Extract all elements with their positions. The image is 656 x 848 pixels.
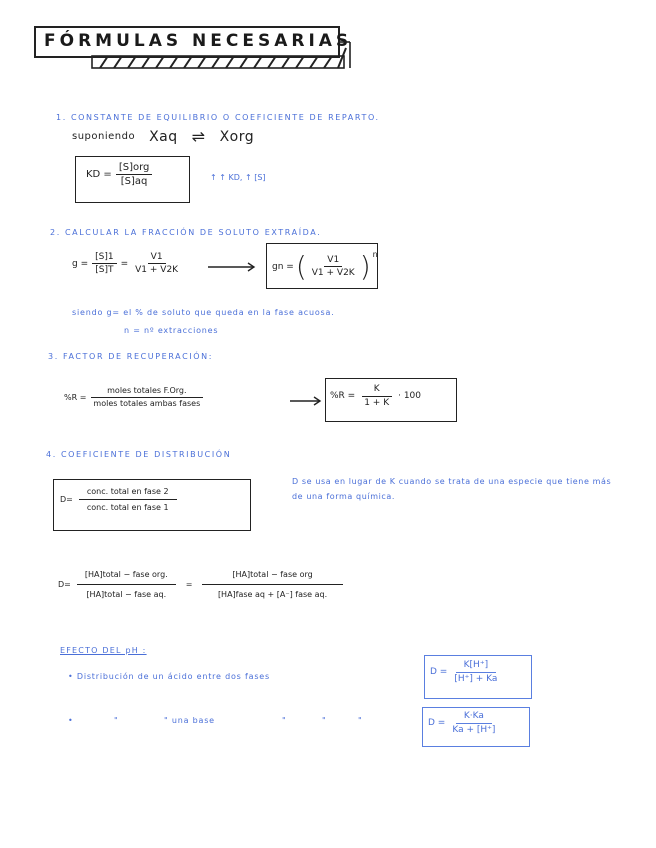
g-lhs: g = — [72, 258, 89, 269]
ditto-una-base: " una base — [164, 716, 215, 725]
close-paren: ) — [359, 250, 371, 283]
gn-denominator: V1 + V2K — [311, 268, 355, 278]
x-aq: Xaq — [149, 128, 178, 145]
v-denominator: V1 + V2K — [135, 265, 179, 275]
kd-lhs: KD = — [86, 169, 112, 180]
base-d-numerator: K·Ka — [456, 711, 492, 724]
r-numerator: moles totales F.Org. — [91, 386, 202, 398]
suponiendo-text: suponiendo — [72, 131, 136, 142]
section-3-heading: 3. FACTOR DE RECUPERACIÓN: — [48, 352, 214, 361]
gn-numerator: V1 — [324, 255, 342, 267]
ditto-mark-4: " — [358, 716, 363, 725]
section-4-heading: 4. COEFICIENTE DE DISTRIBUCIÓN — [46, 450, 232, 459]
r-denominator: moles totales ambas fases — [93, 399, 201, 408]
d2-formula — [58, 570, 343, 599]
arrow-icon — [208, 262, 258, 272]
d3-denominator: [HA]fase aq + [A⁻] fase aq. — [217, 590, 328, 599]
d2-equals: = — [185, 580, 193, 589]
g-note: siendo g= el % de soluto que queda en la fase acuosa. — [72, 308, 335, 317]
gn-formula — [272, 250, 378, 283]
base-d-fraction — [449, 711, 498, 735]
gn-exponent: n — [372, 250, 378, 259]
r2-denominator: 1 + K — [364, 398, 390, 408]
d-numerator: conc. total en fase 2 — [79, 487, 177, 500]
d2-denominator: [HA]total − fase aq. — [86, 590, 167, 599]
page-title: FÓRMULAS NECESARIAS — [44, 31, 353, 51]
n-note: n = nº extracciones — [124, 326, 219, 335]
d-formula — [60, 487, 177, 512]
section-1-heading: 1. CONSTANTE DE EQUILIBRIO O COEFICIENTE DE REPARTO. — [56, 113, 380, 122]
ditto-mark-1: " — [114, 716, 119, 725]
r-fraction — [90, 386, 203, 408]
d2-numerator: [HA]total − fase org. — [77, 570, 176, 585]
x-org: Xorg — [219, 128, 255, 145]
d3-fraction — [202, 570, 342, 599]
section-2-heading: 2. CALCULAR LA FRACCIÓN DE SOLUTO EXTRAÍDA. — [50, 228, 322, 237]
open-paren: ( — [295, 250, 307, 283]
r-lhs: %R = — [64, 392, 87, 402]
g-formula — [72, 252, 181, 275]
d2-fraction — [77, 570, 176, 599]
kd-denominator: [S]aq — [120, 176, 148, 187]
acid-d-lhs: D = — [430, 667, 448, 677]
equilibrium-statement — [72, 127, 254, 146]
kd-fraction — [116, 162, 153, 187]
gn-lhs: gn = — [272, 261, 294, 272]
d-fraction — [79, 487, 177, 512]
v-numerator: V1 — [148, 252, 166, 264]
gn-fraction — [309, 255, 358, 278]
r2-numerator: K — [362, 384, 392, 397]
d-lhs: D= — [60, 495, 73, 504]
base-d-denominator: Ka + [H⁺] — [452, 725, 496, 735]
g-numerator: [S]1 — [92, 252, 116, 264]
d3-numerator: [HA]total − fase org — [202, 570, 342, 585]
kd-numerator: [S]org — [116, 162, 153, 175]
acid-d-formula — [430, 660, 500, 684]
r2-formula — [330, 384, 421, 408]
g-fraction-1 — [92, 252, 116, 275]
r2-lhs: %R = — [330, 391, 356, 401]
equilibrium-arrows-icon: ⇌ — [191, 127, 206, 146]
ditto-mark-2: " — [282, 716, 287, 725]
arrow-icon — [290, 396, 324, 406]
g-denominator: [S]T — [95, 265, 114, 275]
base-d-lhs: D = — [428, 718, 446, 728]
title-shadow-hatch — [0, 0, 656, 80]
g-equals: = — [120, 258, 129, 269]
ph-effect-heading: EFECTO DEL pH : — [60, 646, 147, 655]
acid-d-denominator: [H⁺] + Ka — [454, 674, 498, 684]
base-d-formula — [428, 711, 498, 735]
d-denominator: conc. total en fase 1 — [86, 503, 169, 512]
g-fraction-2 — [132, 252, 181, 275]
d-side-note: D se usa en lugar de K cuando se trata de una especie que tiene más de una forma química. — [292, 477, 612, 501]
r2-times-100: · 100 — [398, 391, 422, 401]
d2-lhs: D= — [58, 580, 71, 589]
bullet: • — [68, 716, 74, 725]
kd-formula — [86, 162, 152, 187]
acid-d-fraction — [451, 660, 500, 684]
acid-d-numerator: K[H⁺] — [456, 660, 496, 673]
kd-note: ↑ ↑ KD, ↑ [S] — [210, 173, 266, 182]
r2-fraction — [361, 384, 392, 408]
acid-distribution-item: • Distribución de un ácido entre dos fases — [68, 672, 270, 681]
r-formula — [64, 386, 203, 408]
ditto-mark-3: " — [322, 716, 327, 725]
